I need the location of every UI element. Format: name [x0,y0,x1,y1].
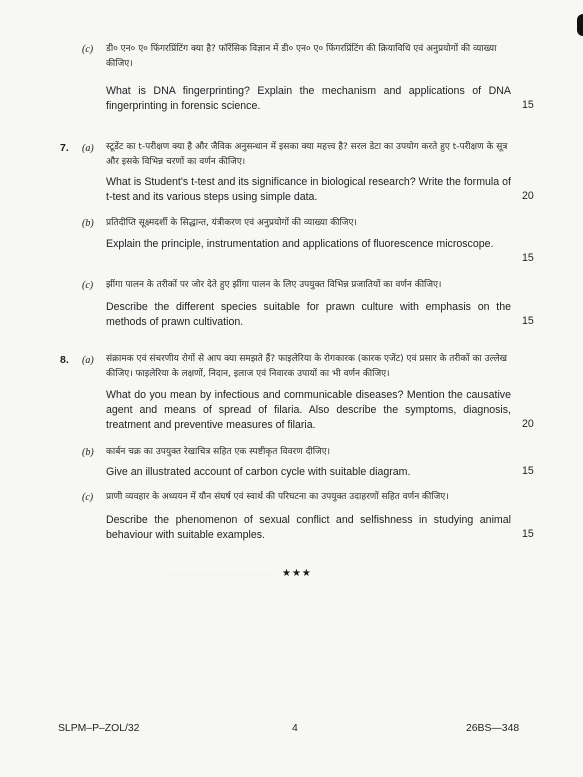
faint-bleed-through [170,574,270,591]
page-number: 4 [292,723,298,734]
part-label: (a) [82,355,94,366]
part-label: (c) [82,44,94,55]
question-number: 8. [60,354,69,366]
question-hindi: डी० एन० ए० फिंगरप्रिंटिंग क्या है? फॉरेंसिक विज्ञान में डी० एन० ए० फिंगरप्रिंटिंग की क्रियाविधि एवं अनुप्रयोगों की व्याख्या कीजिए। [106,44,497,69]
question-hindi: कार्बन चक्र का उपयुक्त रेखाचित्र सहित एक स्पष्टीकृत विवरण दीजिए। [106,447,331,457]
part-label: (b) [82,447,94,458]
question-english: What is Student's t-test and its significance in biological research? Write the formula of t-test and its various steps using simple data. [106,176,511,203]
question-marks: 20 [522,190,534,202]
question-english: Explain the principle, instrumentation and applications of fluorescence microscope. [106,238,494,250]
part-label: (b) [82,218,94,229]
question-english: Describe the different species suitable for prawn culture with emphasis on the methods of prawn cultivation. [106,301,511,328]
paper-code: SLPM–P–ZOL/32 [58,723,140,734]
question-marks: 15 [522,99,534,111]
question-english: What do you mean by infectious and communicable diseases? Mention the causative agent and means of spread of filaria. Also describe the symptoms, diagnosis, treatment and preventive measures of filaria. [106,389,511,431]
question-english: Give an illustrated account of carbon cycle with suitable diagram. [106,466,411,478]
question-hindi: प्रतिदीप्ति सूक्ष्मदर्शी के सिद्धान्त, यंत्रीकरण एवं अनुप्रयोगों की व्याख्या कीजिए। [106,218,357,228]
paper-reference: 26BS—348 [466,723,520,734]
question-marks: 15 [522,252,534,264]
page-edge-mark [577,14,583,36]
question-marks: 15 [522,465,534,477]
end-of-paper-marker: ★★★ [282,568,312,579]
question-english: What is DNA fingerprinting? Explain the mechanism and applications of DNA fingerprinting in forensic science. [106,85,511,112]
part-label: (a) [82,143,94,154]
question-hindi: प्राणी व्यवहार के अध्ययन में यौन संघर्ष एवं स्वार्थ की परिघटना का उपयुक्त उदाहरणों सहित वर्णन कीजिए। [106,492,449,502]
question-hindi: स्टूडेंट का t-परीक्षण क्या है और जैविक अनुसन्धान में इसका क्या महत्त्व है? सरल डेटा का उपयोग करते हुए t-परीक्षण के सूत्र और इसके विभिन्न चरणों का वर्णन कीजिए। [106,142,508,167]
question-english: Describe the phenomenon of sexual conflict and selfishness in studying animal behaviour with suitable examples. [106,514,511,541]
question-marks: 20 [522,418,534,430]
question-hindi: झींगा पालन के तरीकों पर जोर देते हुए झींगा पालन के लिए उपयुक्त विभिन्न प्रजातियों का वर्णन कीजिए। [106,280,442,290]
question-marks: 15 [522,315,534,327]
question-number: 7. [60,142,69,154]
part-label: (c) [82,280,94,291]
question-marks: 15 [522,528,534,540]
part-label: (c) [82,492,94,503]
question-hindi: संक्रामक एवं संचरणीय रोगों से आप क्या समझते हैं? फाइलेरिया के रोगकारक (कारक एजेंट) एवं प्रसार के तरीकों का उल्लेख कीजिए। फाइलेरिया के लक्षणों, निदान, इलाज एवं निवारक उपायों का भी वर्णन कीजिए। [106,354,508,379]
